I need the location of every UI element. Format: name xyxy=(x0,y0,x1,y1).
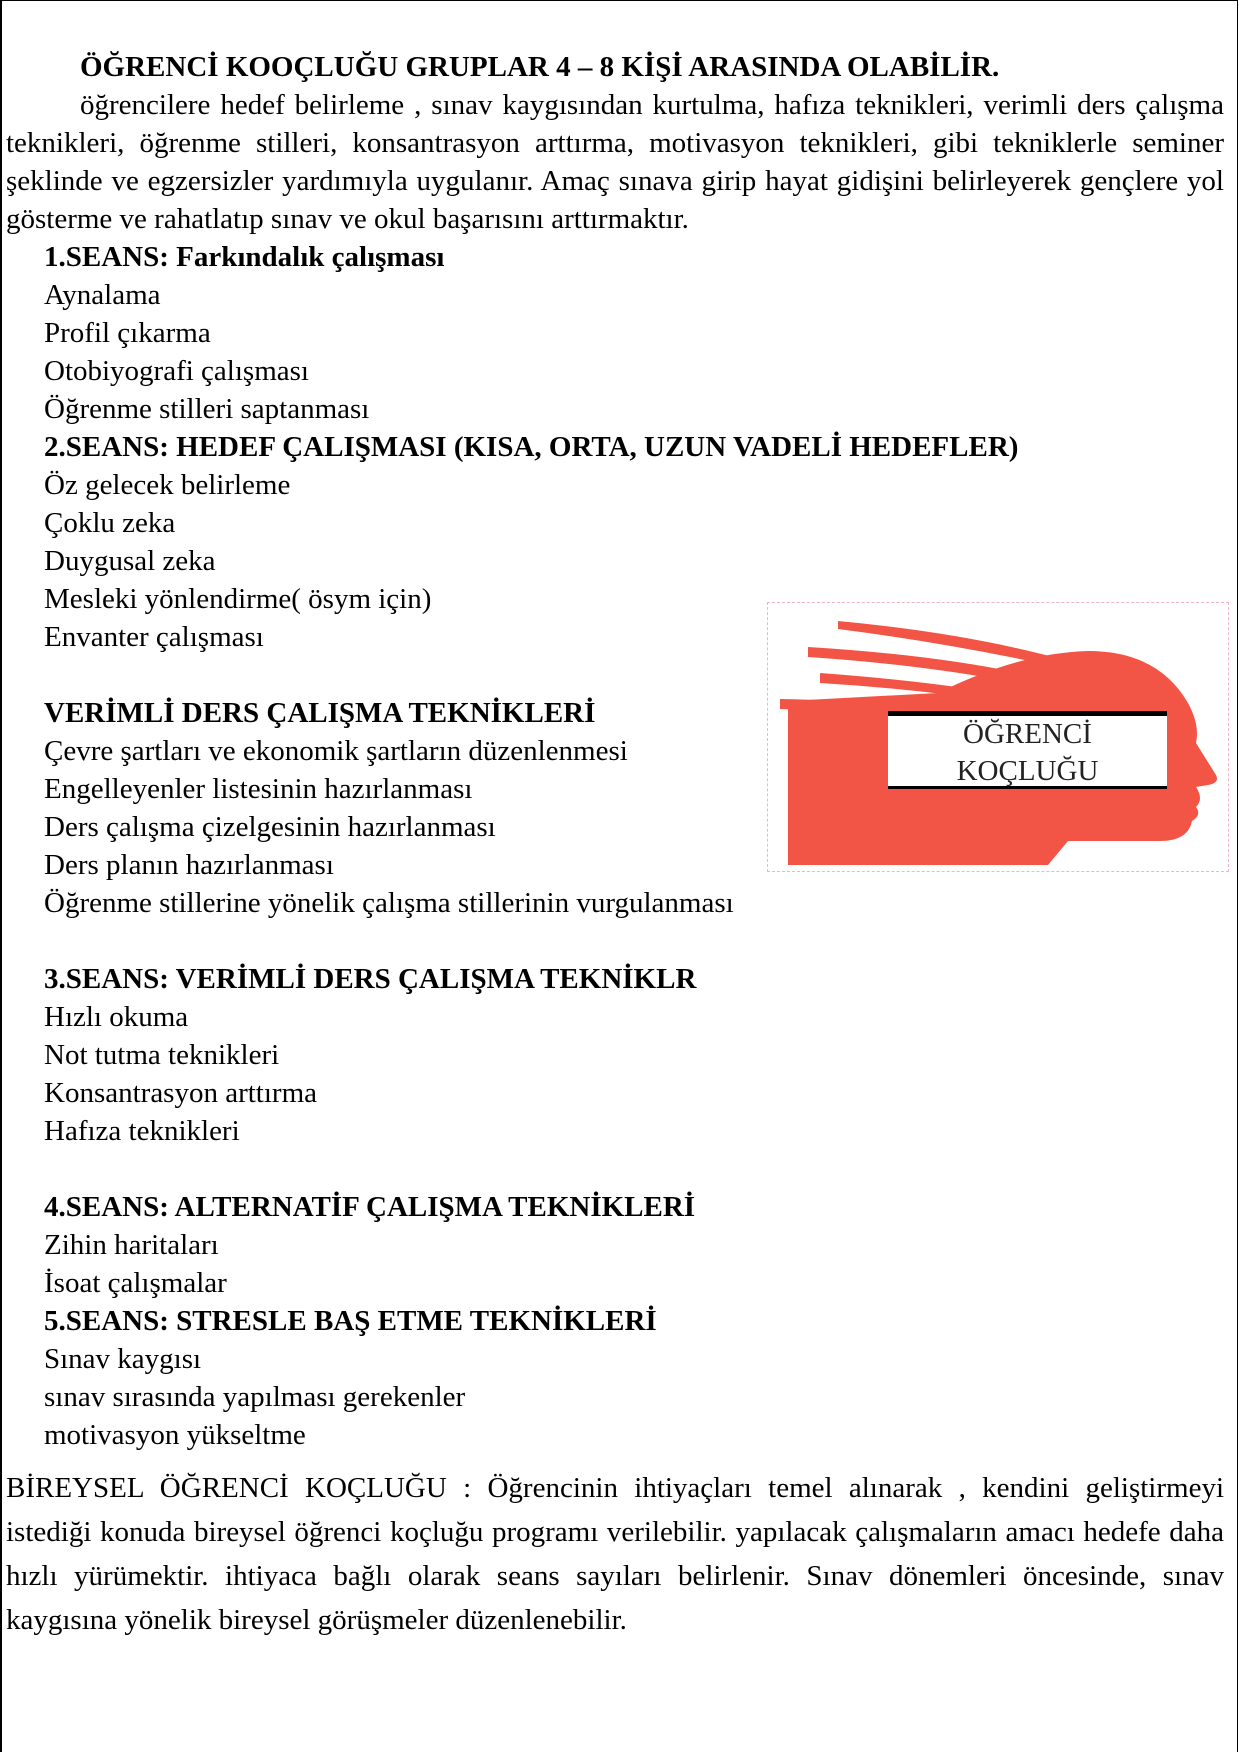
session-5-title: 5.SEANS: STRESLE BAŞ ETME TEKNİKLERİ xyxy=(44,1305,657,1337)
session-1-title: 1.SEANS: Farkındalık çalışması xyxy=(44,241,445,273)
list-item: Zihin haritaları xyxy=(44,1229,219,1261)
list-item: Öğrenme stilleri saptanması xyxy=(44,393,370,425)
session-2-title: 2.SEANS: HEDEF ÇALIŞMASI (KISA, ORTA, UZUN VADELİ HEDEFLER) xyxy=(44,431,1019,463)
intro-paragraph: öğrencilere hedef belirleme , sınav kaygısından kurtulma, hafıza teknikleri, verimli ders çalışma teknikleri, öğrenme stilleri, konsantrasyon arttırma, motivasyon teknikleri, gibi tekniklerle seminer şeklinde ve egzersizler yardımıyla uygulanır. Amaç sınava girip hayat gidişini belirleyerek gençlere yol gösterme ve rahatlatıp sınav ve okul başarısını arttırmaktır. xyxy=(6,89,1224,235)
list-item: Ders çalışma çizelgesinin hazırlanması xyxy=(44,811,496,843)
list-item: Mesleki yönlendirme( ösym için) xyxy=(44,583,432,615)
list-item: Hızlı okuma xyxy=(44,1001,189,1033)
student-coaching-logo xyxy=(767,602,1229,872)
verimli-title: VERİMLİ DERS ÇALIŞMA TEKNİKLERİ xyxy=(44,697,596,729)
list-item: Sınav kaygısı xyxy=(44,1343,202,1375)
list-item: Engelleyenler listesinin hazırlanması xyxy=(44,773,473,805)
list-item: sınav sırasında yapılması gerekenler xyxy=(44,1381,466,1413)
list-item: Çevre şartları ve ekonomik şartların düzenlenmesi xyxy=(44,735,628,767)
list-item: Aynalama xyxy=(44,279,161,311)
list-item: Konsantrasyon arttırma xyxy=(44,1077,318,1109)
logo-text-box xyxy=(888,711,1167,789)
session-4 xyxy=(6,1188,1224,1302)
session-4-title: 4.SEANS: ALTERNATİF ÇALIŞMA TEKNİKLERİ xyxy=(44,1191,696,1223)
logo-line-2: KOÇLUĞU xyxy=(956,755,1099,787)
document-heading: ÖĞRENCİ KOOÇLUĞU GRUPLAR 4 – 8 KİŞİ ARASINDA OLABİLİR. xyxy=(80,51,1000,83)
spacer xyxy=(6,1150,1224,1188)
list-item: Ders planın hazırlanması xyxy=(44,849,334,881)
spacer xyxy=(6,1454,1224,1466)
session-1 xyxy=(6,238,1224,428)
list-item: Öğrenme stillerine yönelik çalışma stillerinin vurgulanması xyxy=(44,887,734,919)
individual-coaching-paragraph: BİREYSEL ÖĞRENCİ KOÇLUĞU : Öğrencinin ihtiyaçları temel alınarak , kendini geliştirmeyi istediği konuda bireysel öğrenci koçluğu programı verilebilir. yapılacak çalışmaların amacı hedefe daha hızlı yürümektir. ihtiyaca bağlı olarak seans sayıları belirlenir. Sınav dönemleri öncesinde, sınav kaygısına yönelik bireysel görüşmeler düzenlenebilir. xyxy=(6,1472,1224,1636)
list-item: Profil çıkarma xyxy=(44,317,211,349)
logo-line-1: ÖĞRENCİ xyxy=(963,718,1092,750)
list-item: Çoklu zeka xyxy=(44,507,176,539)
list-item: İsoat çalışmalar xyxy=(44,1267,227,1299)
session-3 xyxy=(6,960,1224,1150)
session-5 xyxy=(6,1302,1224,1454)
session-3-title: 3.SEANS: VERİMLİ DERS ÇALIŞMA TEKNİKLR xyxy=(44,963,697,995)
list-item: Duygusal zeka xyxy=(44,545,216,577)
list-item: Envanter çalışması xyxy=(44,621,264,653)
list-item: Öz gelecek belirleme xyxy=(44,469,291,501)
spacer xyxy=(6,922,1224,960)
list-item: Otobiyografi çalışması xyxy=(44,355,309,387)
list-item: Not tutma teknikleri xyxy=(44,1039,280,1071)
list-item: motivasyon yükseltme xyxy=(44,1419,306,1451)
list-item: Hafıza teknikleri xyxy=(44,1115,240,1147)
